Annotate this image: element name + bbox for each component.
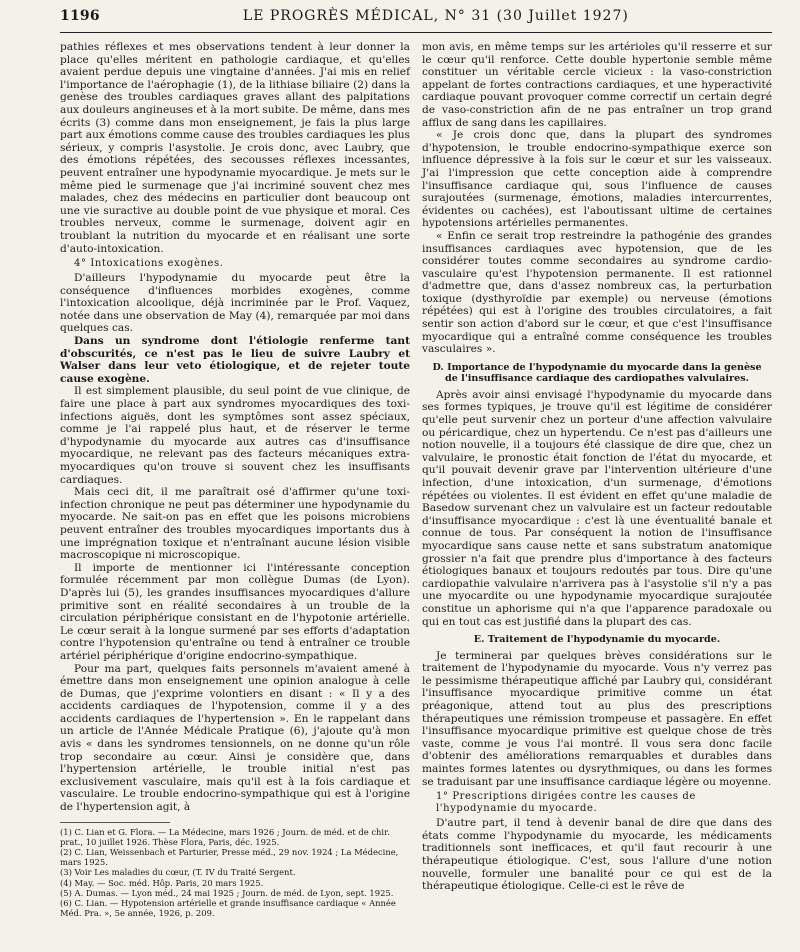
journal-title: LE PROGRÈS MÉDICAL, N° 31 (30 Juillet 1927)	[242, 8, 629, 24]
subheading-intoxications: 4° Intoxications exogènes.	[74, 258, 224, 270]
footnote: (6) C. Lian. — Hypotension artérielle et grande insuffisance cardiaque « Année Méd. Pra. », 5e année, 1926, p. 209.	[60, 898, 396, 919]
footnotes	[60, 827, 410, 919]
section-heading-d: D. Importance de l'hypodynamie du myocarde dans la genèse de l'insuffisance cardiaque des cardiopathes valvulaires.	[432, 361, 762, 385]
right-paragraph-5: Je terminerai par quelques brèves considérations sur le traitement de l'hypodynamie du myocarde. Vous n'y verrez pas le pessimisme thérapeutique affiché par Laubry qui, considérant l'insuffisance myocardique primitive comme un état préagonique, attend tout au plus des prescriptions thérapeutiques une rémission trompeuse et passagère. En effet l'insuffisance myocardique primitive est quelque chose de très vaste, comme je vous l'ai montré. Il vous sera donc facile d'obtenir des améliorations remarquables et durables dans maintes formes latentes ou dysrythmiques, ou dans les formes se traduisant par une insuffisance cardiaque légère ou moyenne.	[422, 649, 772, 788]
footnote: (5) A. Dumas. — Lyon méd., 24 mai 1925 ; Journ. de méd. de Lyon, sept. 1925.	[60, 887, 394, 898]
right-column	[422, 41, 772, 918]
left-column	[60, 41, 410, 918]
footnote: (2) C. Lian, Weissenbach et Parturier, Presse méd., 29 nov. 1924 ; La Médecine, mars 1925.	[60, 847, 399, 868]
left-paragraph-5: Mais ceci dit, il me paraîtrait osé d'affirmer qu'une toxi-infection chronique ne peut pas déterminer une hypodynamie du myocarde. Ne sait-on pas en effet que les poisons microbiens peuvent entraîner des troubles myocardiques importants dus à une imprégnation toxique et n'entraînant aucune lésion visible macroscopique ni microscopique.	[60, 486, 410, 562]
right-paragraph-4: Après avoir ainsi envisagé l'hypodynamie du myocarde dans ses formes typiques, je trouve qu'il est légitime de considérer qu'elle peut survenir chez un porteur d'une affection valvulaire ou péricardique, chez un hypertendu. Ce n'est pas d'ailleurs une notion nouvelle, il a toujours été classique de dire que, chez un valvulaire, le pronostic était fonction de l'état du myocarde, et qu'il pouvait devenir grave par l'intervention ultérieure d'une infection, d'une intoxication, d'un surmenage, d'émotions répétées ou violentes. Il est évident en effet qu'une maladie de Basedow survenant chez un valvulaire est un facteur redoutable d'insuffisance myocardique : c'est là une éventualité banale et connue de tous. Par conséquent la notion de l'insuffisance myocardique sans cause nette et sans substratum anatomique grossier n'a fait que prendre plus d'importance à des facteurs étiologiques banaux et toujours redoutés par tous. Dire qu'une cardiopathie valvulaire n'arrivera pas à l'asystolie s'il n'y a pas une myocardite ou une hypodynamie myocardique surajoutée constitue un aphorisme qui n'a que l'apparence paradoxale ou qui en tout cas est justifié dans la plupart des cas.	[422, 388, 772, 628]
footnote: (4) May. — Soc. méd. Hôp. Paris, 20 mars 1925.	[60, 877, 264, 888]
header-rule	[60, 32, 772, 33]
right-paragraph-2: « Je crois donc que, dans la plupart des syndromes d'hypotension, le trouble endocrino-sympathique exerce son influence dépressive à la fois sur le cœur et sur les vaisseaux. J'ai l'impression que cette conception aide à comprendre l'insuffisance cardiaque qui, sous l'influence de causes surajoutées (surmenage, émotions, maladies intercurrentes, évidentes ou cachées), est l'aboutissant ultime de certaines hypotensions artérielles permanentes.	[422, 129, 772, 230]
right-paragraph-6: D'autre part, il tend à devenir banal de dire que dans des états comme l'hypodynamie du myocarde, les médicaments traditionnels sont inefficaces, et qu'il faut recourir à une thérapeutique étiologique. C'est, sous l'allure d'une notion nouvelle, formuler une banalité pour ce qui est de la thérapeutique étiologique. Celle-ci est le rêve de	[422, 817, 772, 893]
subheading-prescriptions: 1° Prescriptions dirigées contre les causes de l'hypodynamie du myocarde.	[436, 791, 696, 815]
left-paragraph-6: Il importe de mentionner ici l'intéressante conception formulée récemment par mon collègue Dumas (de Lyon). D'après lui (5), les grandes insuffisances myocardiques d'allure primitive sont en réalité secondaires à un trouble de la circulation périphérique consistant en de l'hypotonie artérielle. Le cœur serait à la longue surmené par ses efforts d'adaptation contre l'hypotension qu'entraîne ou tend à entraîner ce trouble artériel périphérique d'origine endocrino-sympathique.	[60, 561, 410, 662]
left-paragraph-1: pathies réflexes et mes observations tendent à leur donner la place qu'elles méritent en pathologie cardiaque, et qu'elles avaient perdue depuis une vingtaine d'années. J'ai mis en relief l'importance de l'aérophagie (1), de la lithiase biliaire (2) dans la genèse des troubles cardiaques graves allant des palpitations aux douleurs angineuses et à la mort subite. De même, dans mes écrits (3) comme dans mon enseignement, je fais la plus large part aux émotions comme cause des troubles cardiaques les plus sérieux, y compris l'asystolie. Je crois donc, avec Laubry, que des émotions répétées, des secousses réflexes incessantes, peuvent entraîner une hypodynamie myocardique. Je mets sur le même pied le surmenage que j'ai incriminé souvent chez mes malades, chez des médecins en particulier dont beaucoup ont une vie suractive au double point de vue physique et moral. Ces troubles nerveux, comme le surmenage, doivent agir en troublant la nutrition du myocarde et en réalisant une sorte d'auto-intoxication.	[60, 41, 410, 255]
two-column-body	[60, 41, 772, 918]
right-paragraph-1: mon avis, en même temps sur les artérioles qu'il resserre et sur le cœur qu'il renforce. Cette double hypertonie semble même constituer un véritable cercle vicieux : la vaso-constriction appelant de fortes contractions cardiaques, et une hyperactivité cardiaque pouvant provoquer comme correctif un certain degré de vaso-constriction afin de ne pas entraîner un trop grand afflux de sang dans les capillaires.	[422, 41, 772, 129]
section-heading-e: E. Traitement de l'hypodynamie du myocarde.	[473, 634, 721, 646]
left-paragraph-2: D'ailleurs l'hypodynamie du myocarde peut être la conséquence d'influences morbides exogènes, comme l'intoxication alcoolique, déjà incriminée par le Prof. Vaquez, notée dans une observation de May (4), remarquée par moi dans quelques cas.	[60, 272, 410, 335]
page-header	[60, 8, 772, 30]
footnote: (1) C. Lian et G. Flora. — La Médecine, mars 1926 ; Journ. de méd. et de chir. prat., 10 juillet 1926. Thèse Flora, Paris, déc. 1925.	[60, 826, 390, 847]
left-paragraph-4: Il est simplement plausible, du seul point de vue clinique, de faire une place à part aux syndromes myocardiques des toxi-infections aiguës, dont les symptômes sont assez spéciaux, comme je l'ai rappelé plus haut, et de réserver le terme d'hypodynamie du myocarde aux autres cas d'insuffisance myocardique, ne relevant pas des facteurs mécaniques extra-myocardiques qu'on trouve si souvent chez les insuffisants cardiaques.	[60, 385, 410, 486]
left-paragraph-7: Pour ma part, quelques faits personnels m'avaient amené à émettre dans mon enseignement une opinion analogue à celle de Dumas, que j'exprime volontiers en disant : « Il y a des accidents cardiaques de l'hypotension, comme il y a des accidents cardiaques de l'hypertension ». En le rappelant dans un article de l'Année Médicale Pratique (6), j'ajoute qu'à mon avis « dans les syndromes tensionnels, on ne donne qu'un rôle trop secondaire au cœur. Ainsi je considère que, dans l'hypertension artérielle, le trouble initial n'est pas exclusivement vasculaire, mais qu'il est à la fois cardiaque et vasculaire. Le trouble endocrino-sympathique qui est à l'origine de l'hypertension agit, à	[60, 662, 410, 814]
page-number: 1196	[60, 8, 100, 24]
footnote-rule	[60, 822, 170, 823]
left-paragraph-3: Dans un syndrome dont l'étiologie renferme tant d'obscurités, ce n'est pas le lieu de suivre Laubry et Walser dans leur veto étiologique, et de rejeter toute cause exogène.	[60, 335, 410, 385]
footnote: (3) Voir Les maladies du cœur, (T. IV du Traité Sergent.	[60, 867, 296, 878]
right-paragraph-3: « Enfin ce serait trop restreindre la pathogénie des grandes insuffisances cardiaques avec hypotension, que de les considérer toutes comme secondaires au syndrome cardio-vasculaire qu'est l'hypotension permanente. Il est rationnel d'admettre que, dans d'assez nombreux cas, la perturbation toxique (dysthyroïdie par exemple) ou nerveuse (émotions répétées) qui est à l'origine des troubles circulatoires, a fait sentir son action d'abord sur le cœur, et que c'est l'insuffisance myocardique qui a entraîné comme conséquence les troubles vasculaires ».	[422, 229, 772, 356]
